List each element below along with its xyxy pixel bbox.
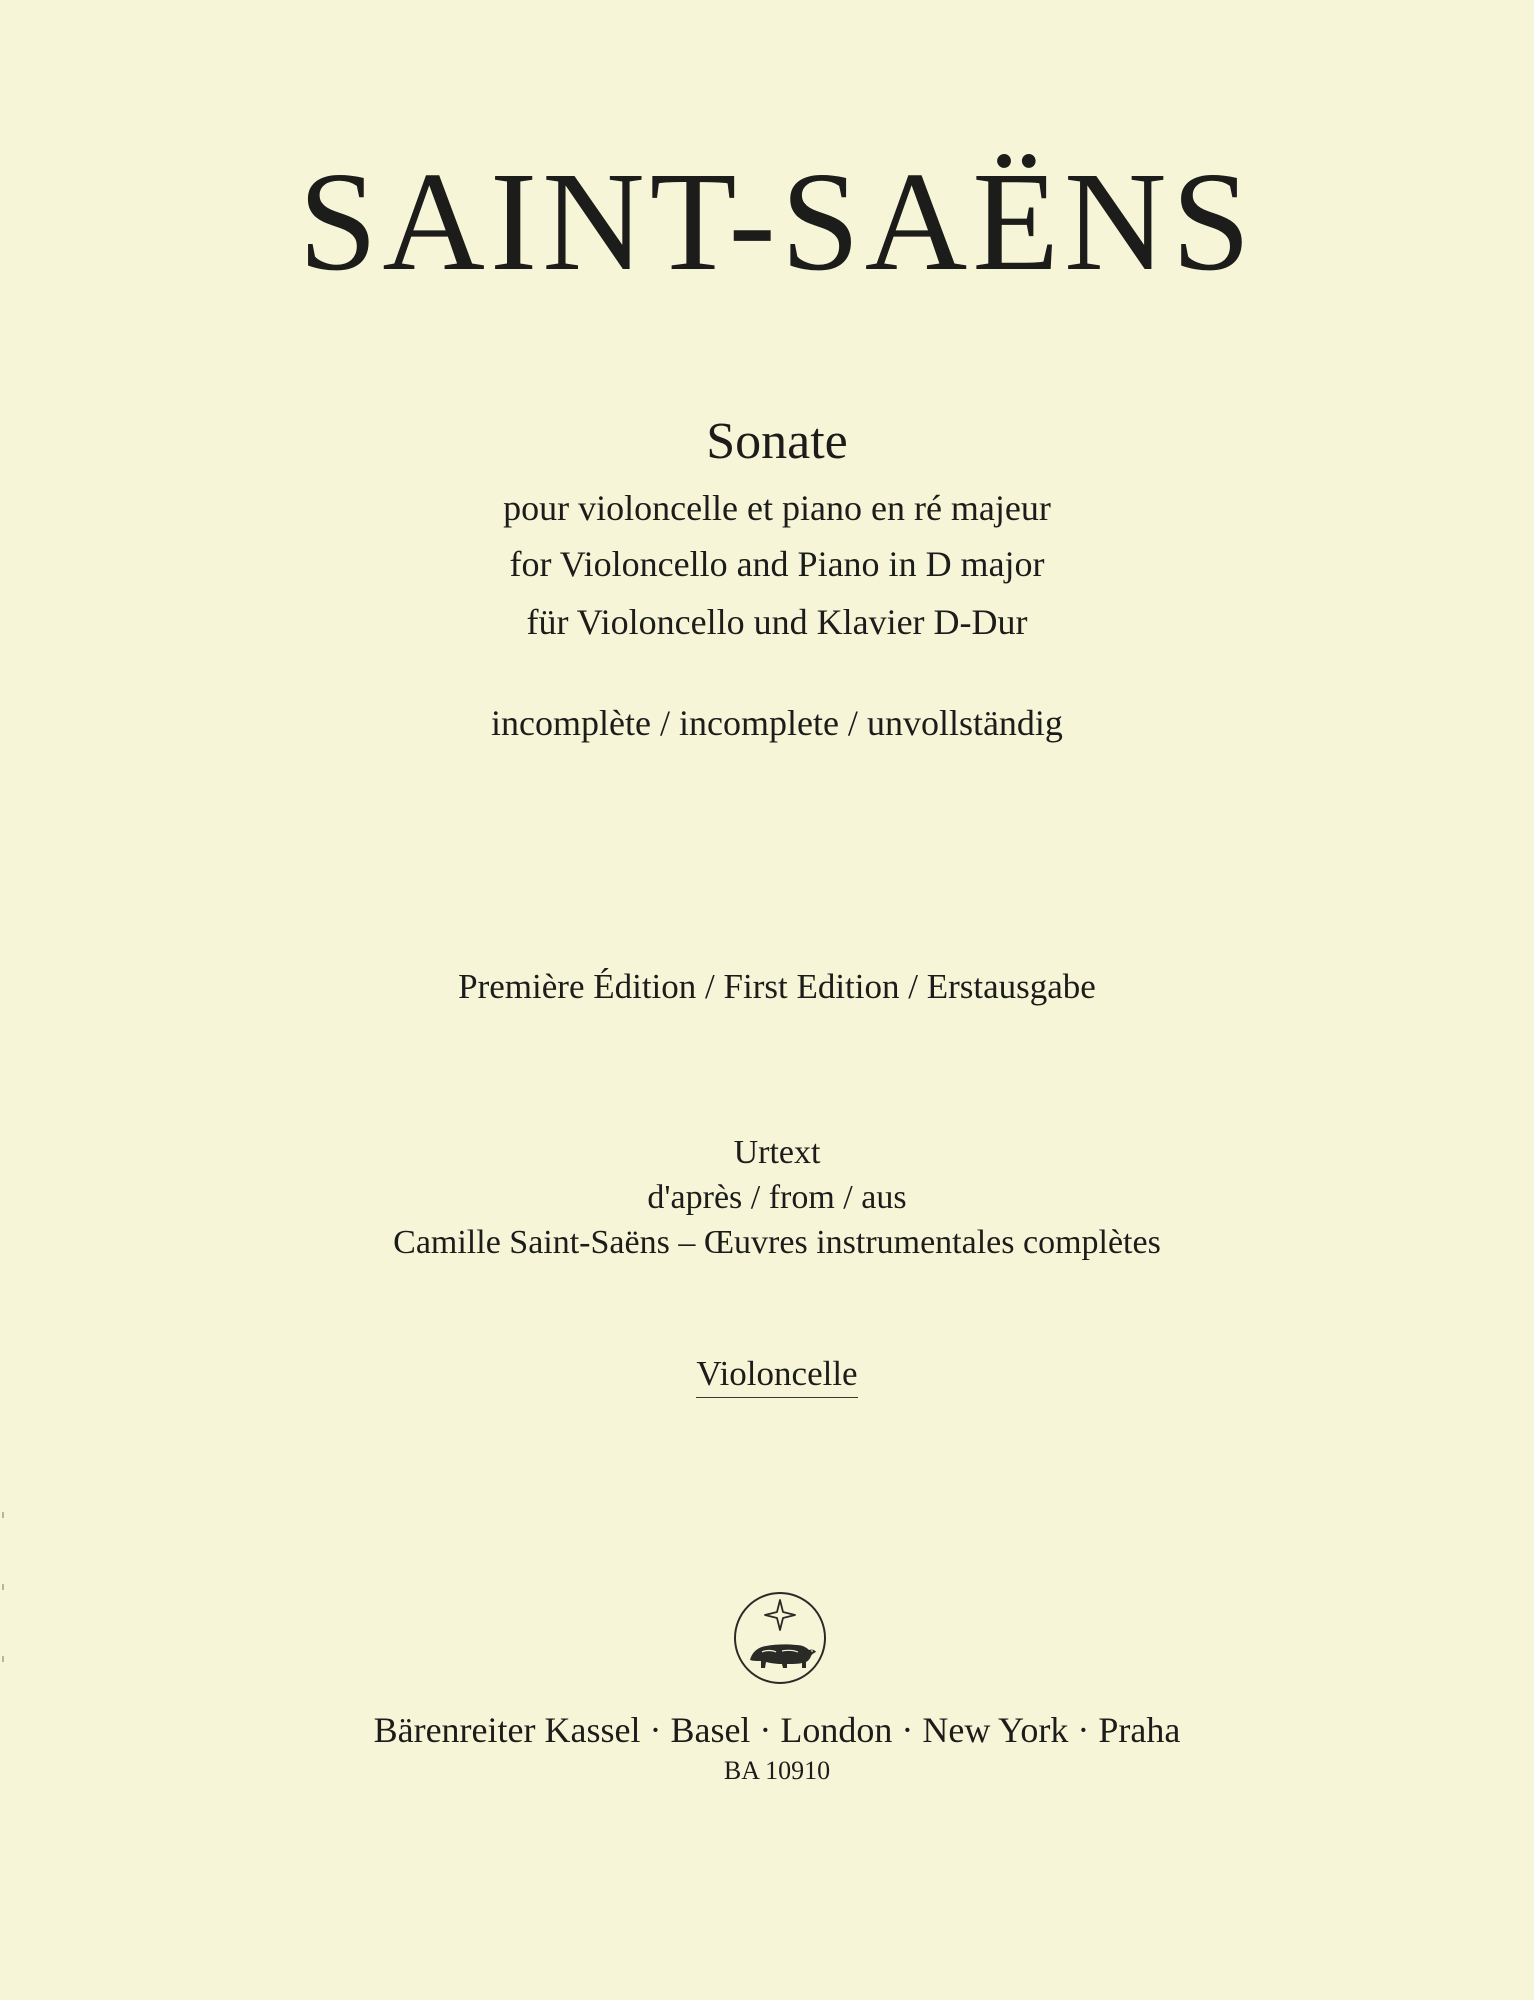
completeness-note: incomplète / incomplete / unvollständig [491,703,1063,743]
edge-mark [2,1584,4,1590]
edition-note: Première Édition / First Edition / Erstausgabe [458,967,1096,1006]
subtitle-german: für Violoncello und Klavier D-Dur [526,602,1028,642]
part-label: Violoncelle [696,1356,857,1398]
work-title: Sonate [706,413,848,470]
part-name [0,1356,1534,1398]
urtext-source-prefix: d'après / from / aus [647,1179,907,1216]
edge-mark [2,1512,4,1518]
urtext-label: Urtext [733,1134,821,1171]
publisher-cities: Bärenreiter Kassel · Basel · London · New York · Praha [373,1710,1181,1750]
subtitle-english: for Violoncello and Piano in D major [509,544,1045,584]
subtitle-french: pour violoncelle et piano en ré majeur [503,488,1051,528]
urtext-source: Camille Saint-Saëns – Œuvres instrumentales complètes [393,1224,1161,1261]
composer-name: SAINT-SAËNS [298,142,1256,300]
publisher-logo-icon [732,1590,828,1686]
catalog-number: BA 10910 [723,1756,831,1785]
edge-mark [2,1656,4,1662]
